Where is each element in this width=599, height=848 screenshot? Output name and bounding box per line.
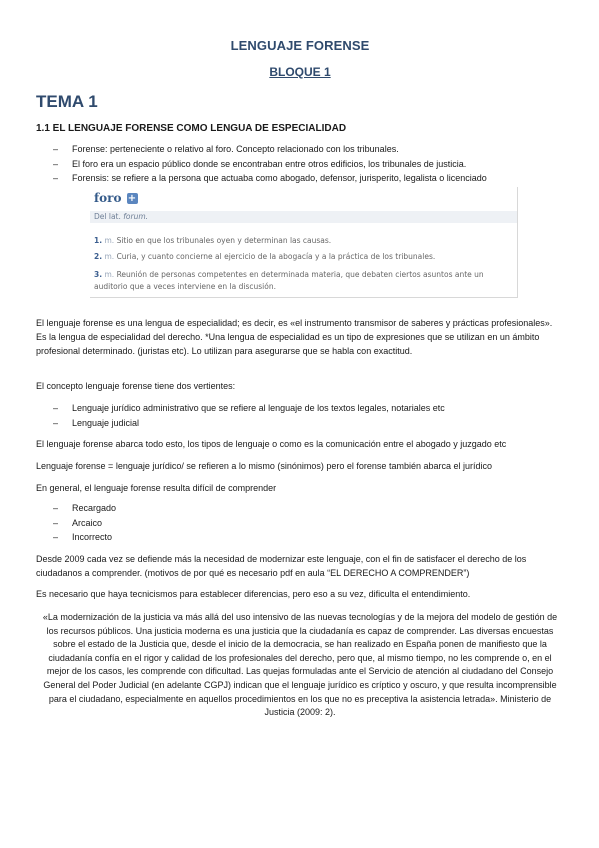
sense-text: auditorio que a veces interviene en la discusión. xyxy=(94,282,276,291)
plus-icon: + xyxy=(127,192,137,204)
dictionary-headword: foro xyxy=(94,191,122,205)
sense-number: 1. xyxy=(94,236,103,245)
sense-grammar: m. xyxy=(104,236,115,245)
sense-number: 2. xyxy=(94,252,103,261)
sense-text: Curia, y cuanto concierne al ejercicio de la abogacía y a la práctica de los tribunales. xyxy=(116,252,436,261)
etymology-prefix: Del lat. xyxy=(94,212,121,221)
paragraph-definition: El lenguaje forense es una lengua de especialidad; es decir, es «el instrumento transmisor de saberes y prácticas profesionales». Es la lengua de especialidad del derecho. *Una lengua de especialidad es un tipo de expresiones que se utilizan en un ámbito profesional determinado. (juristas etc). Lo utilizan para asegurarse que se habla con exactitud. xyxy=(36,318,553,357)
sense-grammar: m. xyxy=(104,252,115,261)
sense-text: Sitio en que los tribunales oyen y determinan las causas. xyxy=(116,236,332,245)
list-item: – Lenguaje judicial xyxy=(36,416,564,431)
list-item: – Forense: perteneciente o relativo al foro. Concepto relacionado con los tribunales. xyxy=(36,142,564,157)
list-item: – Arcaico xyxy=(36,516,564,531)
paragraph-tecnicismos: Es necesario que haya tecnicismos para establecer diferencias, pero eso a su vez, dificulta el entendimiento. xyxy=(36,589,471,599)
list-item: – Forensis: se refiere a la persona que actuaba como abogado, defensor, jurisperito, legalista o licenciado xyxy=(36,171,564,186)
dictionary-sense xyxy=(94,235,512,246)
sense-text: Reunión de personas competentes en determinada materia, que debaten ciertos asuntos ante un xyxy=(116,270,484,279)
paragraph-vertientes: El concepto lenguaje forense tiene dos vertientes: xyxy=(36,381,236,391)
list-item: – Recargado xyxy=(36,501,564,516)
tema-heading: TEMA 1 xyxy=(36,92,98,111)
document-title: LENGUAJE FORENSE xyxy=(230,38,370,53)
dictionary-sense xyxy=(94,269,512,280)
paragraph-dificil: En general, el lenguaje forense resulta difícil de comprender xyxy=(36,483,277,493)
document-subtitle: BLOQUE 1 xyxy=(269,65,331,79)
paragraph-abarca: El lenguaje forense abarca todo esto, los tipos de lenguaje o como es la comunicación entre el abogado y juzgado etc xyxy=(36,439,507,449)
dictionary-sense-continuation xyxy=(94,281,512,292)
dictionary-entry-image xyxy=(90,187,518,298)
dictionary-headword-row xyxy=(94,191,138,205)
dictionary-sense xyxy=(94,251,512,262)
quote-ministerio: «La modernización de la justicia va más allá del uso intensivo de las nuevas tecnologías y de la mejora del modelo de gestión de los recursos públicos. Una justicia moderna es una justicia que la ciudadanía es capaz de comprender. Las diversas encuestas sobre el estado de la Justicia que, desde el inicio de la democracia, se han realizado en España ponen de manifiesto que la ciudadanía confía en el rigor y calidad de los profesionales del derecho, pero que, al mismo tiempo, no les comprende o, en el mejor de los casos, les comprende con dificultad. Las quejas formuladas ante el Servicio de atención al ciudadano del Consejo General del Poder Judicial (en adelante CGPJ) indican que el lenguaje jurídico es críptico y oscuro, y que resulta incomprensible para el ciudadano, especialmente en aquellos procedimientos en los que no es preceptiva la asistencia letrada». Ministerio de Justicia (2009: 2). xyxy=(42,612,558,718)
list-item: – Incorrecto xyxy=(36,530,564,545)
etymology-word: forum. xyxy=(123,212,149,221)
dictionary-etymology xyxy=(90,211,517,223)
list-item: – El foro era un espacio público donde se encontraban entre otros edificios, los tribunales de justicia. xyxy=(36,157,564,172)
bullet-list-definitions xyxy=(36,142,564,186)
paragraph-sinonimos: Lenguaje forense = lenguaje jurídico/ se refieren a lo mismo (sinónimos) pero el forense también abarca el jurídico xyxy=(36,461,492,471)
sense-grammar: m. xyxy=(104,270,115,279)
bullet-list-vertientes xyxy=(36,401,564,430)
list-item: – Lenguaje jurídico administrativo que se refiere al lenguaje de los textos legales, notariales etc xyxy=(36,401,564,416)
section-heading: 1.1 EL LENGUAJE FORENSE COMO LENGUA DE ESPECIALIDAD xyxy=(36,123,347,134)
sense-number: 3. xyxy=(94,270,103,279)
paragraph-modernizar: Desde 2009 cada vez se defiende más la necesidad de modernizar este lenguaje, con el fin de satisfacer el derecho de los ciudadanos a comprender. (motivos de por qué es necesario pdf en aula “EL DERECHO A COMPRENDER”) xyxy=(36,554,527,579)
bullet-list-caracteristicas xyxy=(36,501,564,545)
